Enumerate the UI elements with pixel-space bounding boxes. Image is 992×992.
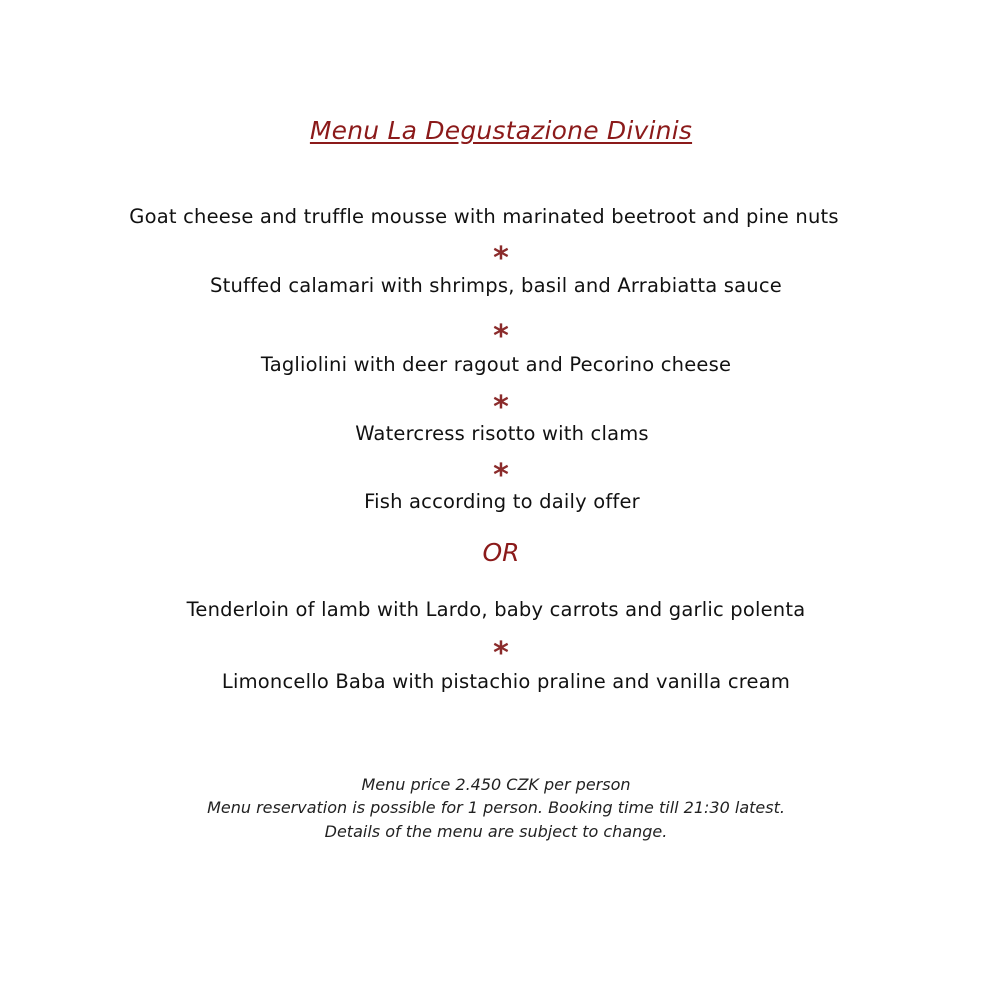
course-item: Watercress risotto with clams bbox=[355, 422, 649, 445]
course-item: Tenderloin of lamb with Lardo, baby carrots and garlic polenta bbox=[186, 598, 806, 621]
separator-asterisk: * bbox=[493, 458, 509, 493]
separator-asterisk: * bbox=[493, 241, 509, 276]
course-item: Tagliolini with deer ragout and Pecorino cheese bbox=[260, 353, 732, 376]
separator-asterisk: * bbox=[493, 319, 509, 354]
course-item: Goat cheese and truffle mousse with marinated beetroot and pine nuts bbox=[129, 205, 839, 228]
separator-asterisk: * bbox=[493, 636, 509, 671]
or-divider: OR bbox=[482, 538, 520, 567]
course-item: Limoncello Baba with pistachio praline and vanilla cream bbox=[221, 670, 791, 693]
reservation-note: Menu reservation is possible for 1 person. Booking time till 21:30 latest. bbox=[207, 798, 785, 817]
course-item: Stuffed calamari with shrimps, basil and Arrabiatta sauce bbox=[210, 274, 782, 297]
separator-asterisk: * bbox=[493, 390, 509, 425]
change-disclaimer: Details of the menu are subject to change. bbox=[324, 822, 668, 841]
menu-price: Menu price 2.450 CZK per person bbox=[361, 775, 631, 794]
menu-title: Menu La Degustazione Divinis bbox=[309, 116, 693, 145]
course-item: Fish according to daily offer bbox=[364, 490, 640, 513]
